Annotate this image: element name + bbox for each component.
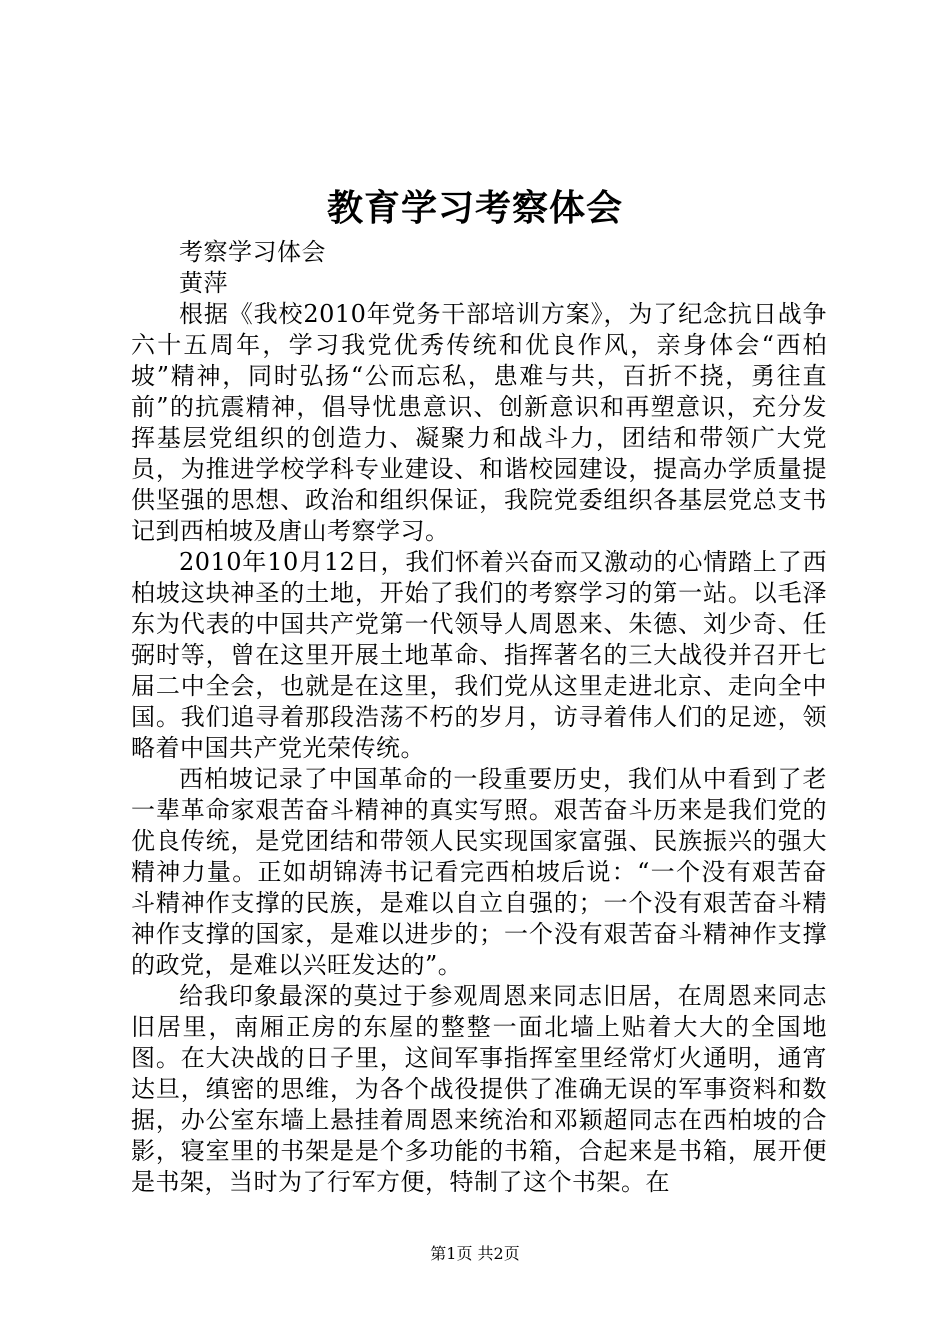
author-paragraph: 黄萍 (179, 269, 228, 297)
body-paragraph: 西柏坡记录了中国革命的一段重要历史，我们从中看到了老一辈革命家艰苦奋斗精神的真实写照。艰苦奋斗历来是我们党的优良传统，是党团结和带领人民实现国家富强、民族振兴的强大精神力量。正如胡锦涛书记看完西柏坡后说：“一个没有艰苦奋斗精神作支撑的民族，是难以自立自强的；一个没有艰苦奋斗精神作支撑的国家，是难以进步的；一个没有艰苦奋斗精神作支撑的政党，是难以兴旺发达的”。 (131, 765, 827, 979)
body-paragraph: 2010年10月12日，我们怀着兴奋而又激动的心情踏上了西柏坡这块神圣的土地，开始了我们的考察学习的第一站。以毛泽东为代表的中国共产党第一代领导人周恩来、朱德、刘少奇、任弼时等，曾在这里开展土地革命、指挥著名的三大战役并召开七届二中全会，也就是在这里，我们党从这里走进北京、走向全中国。我们追寻着那段浩荡不朽的岁月，访寻着伟人们的足迹，领略着中国共产党光荣传统。 (131, 548, 827, 762)
body-paragraph: 根据《我校2010年党务干部培训方案》，为了纪念抗日战争六十五周年，学习我党优秀传统和优良作风，亲身体会“西柏坡”精神，同时弘扬“公而忘私，患难与共，百折不挠，勇往直前”的抗震精神，倡导忧患意识、创新意识和再塑意识，充分发挥基层党组织的创造力、凝聚力和战斗力，团结和带领广大党员，为推进学校学科专业建设、和谐校园建设，提高办学质量提供坚强的思想、政治和组织保证，我院党委组织各基层党总支书记到西柏坡及唐山考察学习。 (131, 300, 827, 545)
page-footer: 第1页 共2页 (430, 1244, 520, 1263)
document-title: 教育学习考察体会 (326, 187, 623, 229)
document-body (131, 237, 827, 1198)
body-paragraph: 给我印象最深的莫过于参观周恩来同志旧居，在周恩来同志旧居里，南厢正房的东屋的整整一面北墙上贴着大大的全国地图。在大决战的日子里，这间军事指挥室里经常灯火通明，通宵达旦，缜密的思维，为各个战役提供了准确无误的军事资料和数据，办公室东墙上悬挂着周恩来统治和邓颖超同志在西柏坡的合影，寝室里的书架是是个多功能的书箱，合起来是书箱，展开便是书架，当时为了行军方便，特制了这个书架。在 (131, 982, 827, 1196)
subtitle-paragraph: 考察学习体会 (179, 238, 326, 266)
